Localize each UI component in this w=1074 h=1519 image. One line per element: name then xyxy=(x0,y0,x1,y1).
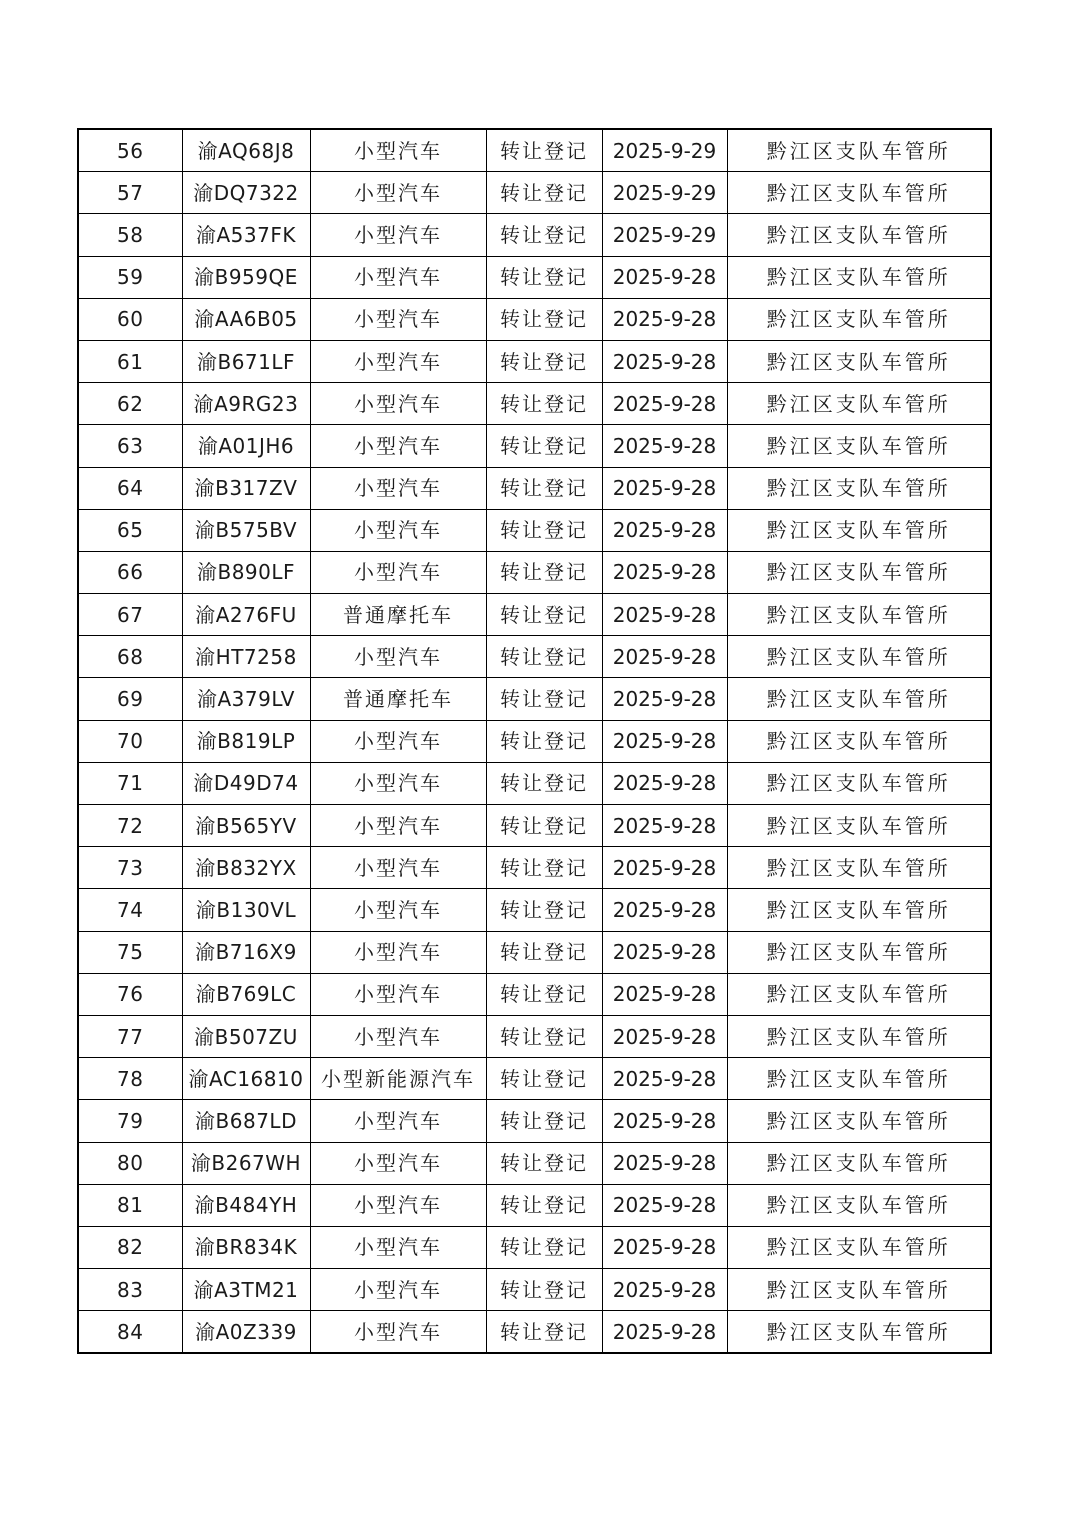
table-row xyxy=(78,762,991,804)
plate-number-cell: 渝AA6B05 xyxy=(182,298,310,340)
registration-type-cell: 转让登记 xyxy=(486,383,602,425)
table-row xyxy=(78,467,991,509)
registration-date-cell: 2025-9-28 xyxy=(602,889,727,931)
row-index-cell: 61 xyxy=(78,340,182,382)
row-index-cell: 63 xyxy=(78,425,182,467)
vehicle-registration-table xyxy=(77,128,992,1354)
registration-date-cell: 2025-9-28 xyxy=(602,973,727,1015)
plate-number-cell: 渝B267WH xyxy=(182,1142,310,1184)
table-row xyxy=(78,889,991,931)
plate-number-cell: 渝A537FK xyxy=(182,214,310,256)
registration-type-cell: 转让登记 xyxy=(486,256,602,298)
registration-date-cell: 2025-9-28 xyxy=(602,805,727,847)
table-row xyxy=(78,172,991,214)
office-cell: 黔江区支队车管所 xyxy=(727,1184,991,1226)
office-cell: 黔江区支队车管所 xyxy=(727,762,991,804)
vehicle-type-cell: 小型汽车 xyxy=(310,1311,486,1354)
table-row xyxy=(78,383,991,425)
office-cell: 黔江区支队车管所 xyxy=(727,551,991,593)
plate-number-cell: 渝B565YV xyxy=(182,805,310,847)
vehicle-type-cell: 小型汽车 xyxy=(310,889,486,931)
row-index-cell: 77 xyxy=(78,1015,182,1057)
office-cell: 黔江区支队车管所 xyxy=(727,1015,991,1057)
registration-type-cell: 转让登记 xyxy=(486,847,602,889)
registration-type-cell: 转让登记 xyxy=(486,678,602,720)
registration-type-cell: 转让登记 xyxy=(486,973,602,1015)
row-index-cell: 66 xyxy=(78,551,182,593)
registration-type-cell: 转让登记 xyxy=(486,467,602,509)
vehicle-type-cell: 小型汽车 xyxy=(310,340,486,382)
vehicle-type-cell: 小型汽车 xyxy=(310,636,486,678)
table-row xyxy=(78,636,991,678)
registration-date-cell: 2025-9-28 xyxy=(602,298,727,340)
table-body xyxy=(78,129,991,1353)
registration-type-cell: 转让登记 xyxy=(486,214,602,256)
row-index-cell: 69 xyxy=(78,678,182,720)
vehicle-type-cell: 小型汽车 xyxy=(310,1184,486,1226)
office-cell: 黔江区支队车管所 xyxy=(727,1269,991,1311)
vehicle-type-cell: 小型汽车 xyxy=(310,1015,486,1057)
plate-number-cell: 渝DQ7322 xyxy=(182,172,310,214)
office-cell: 黔江区支队车管所 xyxy=(727,425,991,467)
office-cell: 黔江区支队车管所 xyxy=(727,509,991,551)
vehicle-type-cell: 小型汽车 xyxy=(310,973,486,1015)
row-index-cell: 70 xyxy=(78,720,182,762)
office-cell: 黔江区支队车管所 xyxy=(727,1100,991,1142)
row-index-cell: 75 xyxy=(78,931,182,973)
registration-date-cell: 2025-9-28 xyxy=(602,383,727,425)
office-cell: 黔江区支队车管所 xyxy=(727,383,991,425)
registration-type-cell: 转让登记 xyxy=(486,1311,602,1354)
table-row xyxy=(78,720,991,762)
registration-date-cell: 2025-9-28 xyxy=(602,847,727,889)
vehicle-type-cell: 小型汽车 xyxy=(310,1100,486,1142)
vehicle-type-cell: 小型汽车 xyxy=(310,256,486,298)
table-row xyxy=(78,551,991,593)
registration-type-cell: 转让登记 xyxy=(486,1142,602,1184)
registration-type-cell: 转让登记 xyxy=(486,1058,602,1100)
registration-date-cell: 2025-9-28 xyxy=(602,678,727,720)
office-cell: 黔江区支队车管所 xyxy=(727,340,991,382)
plate-number-cell: 渝B819LP xyxy=(182,720,310,762)
vehicle-type-cell: 小型汽车 xyxy=(310,805,486,847)
registration-date-cell: 2025-9-28 xyxy=(602,636,727,678)
registration-type-cell: 转让登记 xyxy=(486,509,602,551)
plate-number-cell: 渝A379LV xyxy=(182,678,310,720)
vehicle-type-cell: 小型汽车 xyxy=(310,1226,486,1268)
row-index-cell: 73 xyxy=(78,847,182,889)
vehicle-type-cell: 小型汽车 xyxy=(310,1142,486,1184)
plate-number-cell: 渝B575BV xyxy=(182,509,310,551)
registration-date-cell: 2025-9-29 xyxy=(602,172,727,214)
plate-number-cell: 渝A9RG23 xyxy=(182,383,310,425)
table-row xyxy=(78,973,991,1015)
row-index-cell: 59 xyxy=(78,256,182,298)
vehicle-type-cell: 小型汽车 xyxy=(310,425,486,467)
row-index-cell: 74 xyxy=(78,889,182,931)
table-row xyxy=(78,214,991,256)
registration-date-cell: 2025-9-28 xyxy=(602,1311,727,1354)
registration-type-cell: 转让登记 xyxy=(486,889,602,931)
plate-number-cell: 渝B507ZU xyxy=(182,1015,310,1057)
plate-number-cell: 渝B959QE xyxy=(182,256,310,298)
office-cell: 黔江区支队车管所 xyxy=(727,678,991,720)
registration-type-cell: 转让登记 xyxy=(486,551,602,593)
vehicle-type-cell: 小型汽车 xyxy=(310,467,486,509)
registration-type-cell: 转让登记 xyxy=(486,720,602,762)
vehicle-type-cell: 小型汽车 xyxy=(310,509,486,551)
registration-date-cell: 2025-9-28 xyxy=(602,1226,727,1268)
office-cell: 黔江区支队车管所 xyxy=(727,1142,991,1184)
table-row xyxy=(78,1058,991,1100)
plate-number-cell: 渝B671LF xyxy=(182,340,310,382)
office-cell: 黔江区支队车管所 xyxy=(727,889,991,931)
registration-date-cell: 2025-9-29 xyxy=(602,129,727,172)
plate-number-cell: 渝B769LC xyxy=(182,973,310,1015)
registration-type-cell: 转让登记 xyxy=(486,425,602,467)
row-index-cell: 84 xyxy=(78,1311,182,1354)
table-row xyxy=(78,425,991,467)
plate-number-cell: 渝B130VL xyxy=(182,889,310,931)
plate-number-cell: 渝B832YX xyxy=(182,847,310,889)
table-row xyxy=(78,1226,991,1268)
plate-number-cell: 渝A276FU xyxy=(182,594,310,636)
registration-date-cell: 2025-9-28 xyxy=(602,509,727,551)
row-index-cell: 79 xyxy=(78,1100,182,1142)
registration-date-cell: 2025-9-29 xyxy=(602,214,727,256)
table-row xyxy=(78,1269,991,1311)
plate-number-cell: 渝A0Z339 xyxy=(182,1311,310,1354)
registration-date-cell: 2025-9-28 xyxy=(602,594,727,636)
registration-date-cell: 2025-9-28 xyxy=(602,467,727,509)
office-cell: 黔江区支队车管所 xyxy=(727,973,991,1015)
registration-date-cell: 2025-9-28 xyxy=(602,1015,727,1057)
vehicle-type-cell: 普通摩托车 xyxy=(310,678,486,720)
registration-type-cell: 转让登记 xyxy=(486,172,602,214)
row-index-cell: 56 xyxy=(78,129,182,172)
office-cell: 黔江区支队车管所 xyxy=(727,298,991,340)
row-index-cell: 65 xyxy=(78,509,182,551)
office-cell: 黔江区支队车管所 xyxy=(727,214,991,256)
registration-type-cell: 转让登记 xyxy=(486,636,602,678)
registration-date-cell: 2025-9-28 xyxy=(602,425,727,467)
office-cell: 黔江区支队车管所 xyxy=(727,467,991,509)
registration-date-cell: 2025-9-28 xyxy=(602,1058,727,1100)
vehicle-type-cell: 小型汽车 xyxy=(310,847,486,889)
registration-type-cell: 转让登记 xyxy=(486,1269,602,1311)
registration-date-cell: 2025-9-28 xyxy=(602,1100,727,1142)
plate-number-cell: 渝AQ68J8 xyxy=(182,129,310,172)
plate-number-cell: 渝BR834K xyxy=(182,1226,310,1268)
registration-type-cell: 转让登记 xyxy=(486,340,602,382)
registration-type-cell: 转让登记 xyxy=(486,805,602,847)
table-row xyxy=(78,1142,991,1184)
plate-number-cell: 渝D49D74 xyxy=(182,762,310,804)
office-cell: 黔江区支队车管所 xyxy=(727,256,991,298)
registration-date-cell: 2025-9-28 xyxy=(602,720,727,762)
vehicle-type-cell: 普通摩托车 xyxy=(310,594,486,636)
plate-number-cell: 渝B716X9 xyxy=(182,931,310,973)
registration-type-cell: 转让登记 xyxy=(486,762,602,804)
vehicle-type-cell: 小型汽车 xyxy=(310,214,486,256)
row-index-cell: 81 xyxy=(78,1184,182,1226)
table-row xyxy=(78,129,991,172)
plate-number-cell: 渝HT7258 xyxy=(182,636,310,678)
office-cell: 黔江区支队车管所 xyxy=(727,1058,991,1100)
plate-number-cell: 渝A3TM21 xyxy=(182,1269,310,1311)
row-index-cell: 62 xyxy=(78,383,182,425)
table-row xyxy=(78,594,991,636)
office-cell: 黔江区支队车管所 xyxy=(727,636,991,678)
row-index-cell: 67 xyxy=(78,594,182,636)
office-cell: 黔江区支队车管所 xyxy=(727,847,991,889)
row-index-cell: 82 xyxy=(78,1226,182,1268)
table-row xyxy=(78,509,991,551)
row-index-cell: 78 xyxy=(78,1058,182,1100)
office-cell: 黔江区支队车管所 xyxy=(727,594,991,636)
registration-type-cell: 转让登记 xyxy=(486,1226,602,1268)
vehicle-type-cell: 小型汽车 xyxy=(310,129,486,172)
registration-type-cell: 转让登记 xyxy=(486,594,602,636)
plate-number-cell: 渝B484YH xyxy=(182,1184,310,1226)
office-cell: 黔江区支队车管所 xyxy=(727,1226,991,1268)
vehicle-type-cell: 小型汽车 xyxy=(310,383,486,425)
registration-type-cell: 转让登记 xyxy=(486,129,602,172)
registration-date-cell: 2025-9-28 xyxy=(602,256,727,298)
registration-date-cell: 2025-9-28 xyxy=(602,551,727,593)
office-cell: 黔江区支队车管所 xyxy=(727,172,991,214)
vehicle-type-cell: 小型汽车 xyxy=(310,298,486,340)
plate-number-cell: 渝B687LD xyxy=(182,1100,310,1142)
row-index-cell: 71 xyxy=(78,762,182,804)
table-row xyxy=(78,805,991,847)
row-index-cell: 64 xyxy=(78,467,182,509)
registration-date-cell: 2025-9-28 xyxy=(602,1184,727,1226)
row-index-cell: 72 xyxy=(78,805,182,847)
registration-date-cell: 2025-9-28 xyxy=(602,762,727,804)
vehicle-type-cell: 小型汽车 xyxy=(310,931,486,973)
registration-date-cell: 2025-9-28 xyxy=(602,1142,727,1184)
vehicle-type-cell: 小型汽车 xyxy=(310,172,486,214)
registration-type-cell: 转让登记 xyxy=(486,931,602,973)
vehicle-type-cell: 小型汽车 xyxy=(310,720,486,762)
office-cell: 黔江区支队车管所 xyxy=(727,1311,991,1354)
table-row xyxy=(78,847,991,889)
table-row xyxy=(78,931,991,973)
plate-number-cell: 渝B317ZV xyxy=(182,467,310,509)
table-row xyxy=(78,1311,991,1354)
plate-number-cell: 渝A01JH6 xyxy=(182,425,310,467)
plate-number-cell: 渝B890LF xyxy=(182,551,310,593)
registration-type-cell: 转让登记 xyxy=(486,1100,602,1142)
table-row xyxy=(78,1015,991,1057)
table-row xyxy=(78,256,991,298)
registration-type-cell: 转让登记 xyxy=(486,1184,602,1226)
row-index-cell: 58 xyxy=(78,214,182,256)
vehicle-type-cell: 小型汽车 xyxy=(310,762,486,804)
row-index-cell: 68 xyxy=(78,636,182,678)
registration-date-cell: 2025-9-28 xyxy=(602,340,727,382)
row-index-cell: 60 xyxy=(78,298,182,340)
row-index-cell: 80 xyxy=(78,1142,182,1184)
registration-date-cell: 2025-9-28 xyxy=(602,1269,727,1311)
office-cell: 黔江区支队车管所 xyxy=(727,720,991,762)
vehicle-type-cell: 小型汽车 xyxy=(310,551,486,593)
table-row xyxy=(78,1100,991,1142)
office-cell: 黔江区支队车管所 xyxy=(727,931,991,973)
registration-type-cell: 转让登记 xyxy=(486,298,602,340)
registration-date-cell: 2025-9-28 xyxy=(602,931,727,973)
plate-number-cell: 渝AC16810 xyxy=(182,1058,310,1100)
table-row xyxy=(78,298,991,340)
row-index-cell: 83 xyxy=(78,1269,182,1311)
office-cell: 黔江区支队车管所 xyxy=(727,129,991,172)
table-row xyxy=(78,678,991,720)
table-row xyxy=(78,340,991,382)
row-index-cell: 57 xyxy=(78,172,182,214)
office-cell: 黔江区支队车管所 xyxy=(727,805,991,847)
registration-type-cell: 转让登记 xyxy=(486,1015,602,1057)
vehicle-type-cell: 小型新能源汽车 xyxy=(310,1058,486,1100)
row-index-cell: 76 xyxy=(78,973,182,1015)
table-row xyxy=(78,1184,991,1226)
vehicle-type-cell: 小型汽车 xyxy=(310,1269,486,1311)
